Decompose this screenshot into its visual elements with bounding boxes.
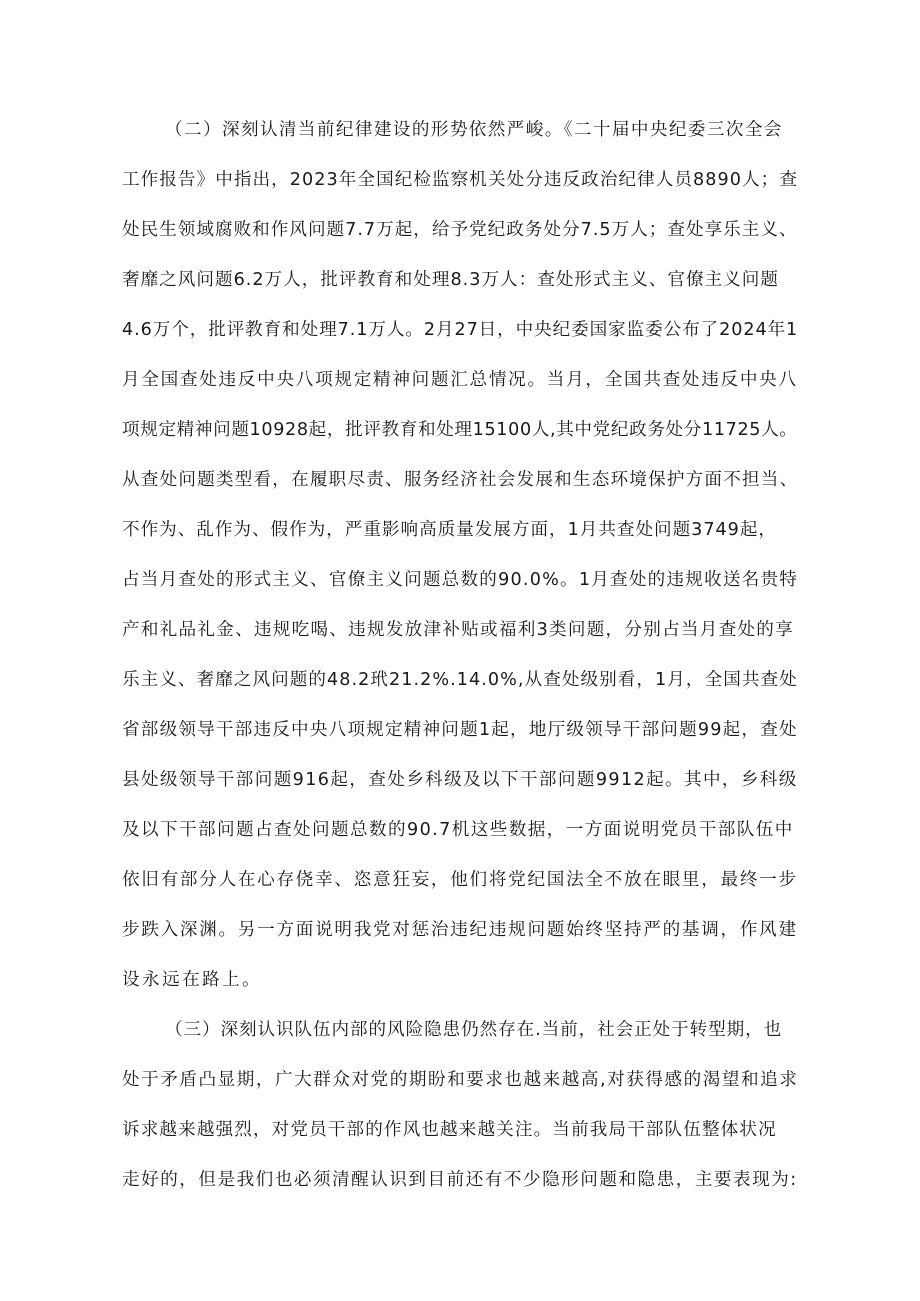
text-line: 不作为、乱作为、假作为，严重影响高质量发展方面，1月共查处问题3749起， [122,520,777,540]
text-line: 处于矛盾凸显期，广大群众对党的期盼和要求也越来越高,对获得感的渴望和追求 [122,1070,799,1090]
text-line: （三）深刻认识队伍内部的风险隐患仍然存在.当前，社会正处于转型期，也 [165,1020,783,1040]
text-line: 产和礼品礼金、违规吃喝、违规发放津补贴或福利3类问题，分别占当月查处的享 [122,620,794,640]
text-line: 占当月查处的形式主义、官僚主义问题总数的90.0%。1月查处的违规收送名贵特 [122,570,799,590]
text-line: 步跌入深渊。另一方面说明我党对惩治违纪违规问题始终坚持严的基调，作风建 [122,920,798,940]
text-line: 及以下干部问题占查处问题总数的90.7机这些数据，一方面说明党员干部队伍中 [122,820,794,840]
text-line: 县处级领导干部问题916起，查处乡科级及以下干部问题9912起。其中，乡科级 [122,770,798,790]
text-line: （二）深刻认清当前纪律建设的形势依然严峻。《二十届中央纪委三次全会 [165,120,783,140]
text-line: 诉求越来越强烈，对党员干部的作风也越来越关注。当前我局干部队伍整体状况 [122,1120,777,1140]
text-line: 乐主义、奢靡之风问题的48.2玳21.2%.14.0%,从查处级别看，1月，全国共查处 [122,670,798,690]
text-line: 月全国查处违反中央八项规定精神问题汇总情况。当月，全国共查处违反中央八 [122,370,798,390]
text-line: 项规定精神问题10928起，批评教育和处理15100人,其中党纪政务处分11725人。 [122,420,798,440]
text-line: 处民生领域腐败和作风问题7.7万起，给予党纪政务处分7.5万人；查处享乐主义、 [122,220,798,240]
text-line: 从查处问题类型看，在履职尽责、服务经济社会发展和生态环境保护方面不担当、 [122,470,799,490]
text-line: 设永远在路上。 [122,970,263,990]
text-line: 工作报告》中指出，2023年全国纪检监察机关处分违反政治纪律人员8890人；查 [122,170,798,190]
text-line: 省部级领导干部违反中央八项规定精神问题1起，地厅级领导干部问题99起，查处 [122,720,798,740]
text-line: 依旧有部分人在心存侥幸、恣意狂妄，他们将党纪国法全不放在眼里，最终一步 [122,870,798,890]
text-line: 奢靡之风问题6.2万人，批评教育和处理8.3万人：查处形式主义、官僚主义问题 [122,270,779,290]
text-line: 走好的，但是我们也必须清醒认识到目前还有不少隐形问题和隐患，主要表现为: [122,1170,798,1190]
text-line: 4.6万个，批评教育和处理7.1万人。2月27日，中央纪委国家监委公布了2024年1 [122,320,799,340]
